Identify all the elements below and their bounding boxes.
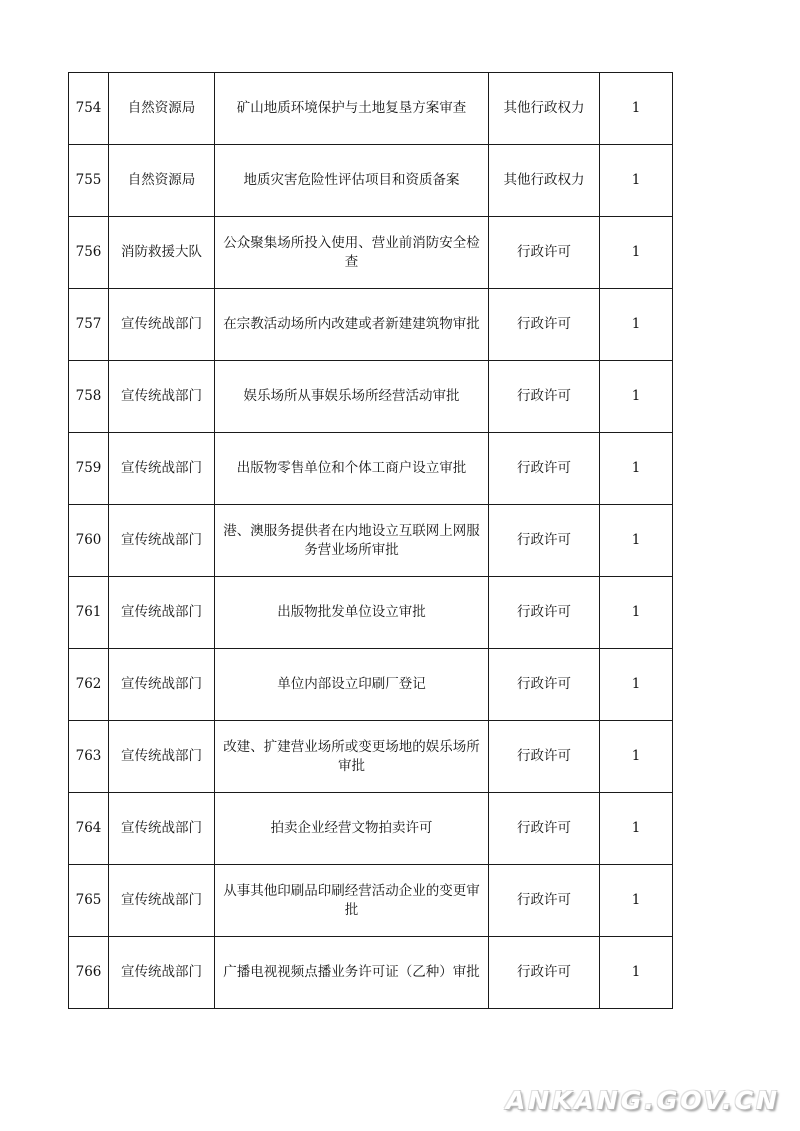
cell-power-type: 行政许可 bbox=[489, 649, 600, 721]
cell-department: 宣传统战部门 bbox=[109, 937, 215, 1009]
cell-number: 759 bbox=[69, 433, 109, 505]
table-row bbox=[69, 433, 673, 505]
table-row bbox=[69, 217, 673, 289]
cell-count: 1 bbox=[600, 505, 673, 577]
cell-count: 1 bbox=[600, 289, 673, 361]
cell-department: 宣传统战部门 bbox=[109, 649, 215, 721]
cell-count: 1 bbox=[600, 865, 673, 937]
table-row bbox=[69, 289, 673, 361]
cell-matter-name: 港、澳服务提供者在内地设立互联网上网服务营业场所审批 bbox=[215, 505, 489, 577]
cell-number: 754 bbox=[69, 73, 109, 145]
cell-matter-name: 出版物批发单位设立审批 bbox=[215, 577, 489, 649]
cell-power-type: 行政许可 bbox=[489, 721, 600, 793]
cell-matter-name: 地质灾害危险性评估项目和资质备案 bbox=[215, 145, 489, 217]
cell-power-type: 行政许可 bbox=[489, 217, 600, 289]
cell-count: 1 bbox=[600, 145, 673, 217]
cell-department: 消防救援大队 bbox=[109, 217, 215, 289]
cell-number: 766 bbox=[69, 937, 109, 1009]
cell-number: 762 bbox=[69, 649, 109, 721]
cell-power-type: 行政许可 bbox=[489, 361, 600, 433]
cell-number: 757 bbox=[69, 289, 109, 361]
cell-power-type: 行政许可 bbox=[489, 433, 600, 505]
cell-department: 宣传统战部门 bbox=[109, 793, 215, 865]
cell-count: 1 bbox=[600, 649, 673, 721]
table-row bbox=[69, 937, 673, 1009]
cell-matter-name: 改建、扩建营业场所或变更场地的娱乐场所审批 bbox=[215, 721, 489, 793]
cell-matter-name: 拍卖企业经营文物拍卖许可 bbox=[215, 793, 489, 865]
cell-department: 宣传统战部门 bbox=[109, 505, 215, 577]
table-row bbox=[69, 361, 673, 433]
cell-count: 1 bbox=[600, 793, 673, 865]
table-row bbox=[69, 577, 673, 649]
site-watermark: ANKANG.GOV.CN bbox=[505, 1086, 780, 1115]
cell-department: 自然资源局 bbox=[109, 73, 215, 145]
cell-count: 1 bbox=[600, 361, 673, 433]
power-list-table-container bbox=[68, 72, 672, 1009]
cell-matter-name: 从事其他印刷品印刷经营活动企业的变更审批 bbox=[215, 865, 489, 937]
table-body bbox=[69, 73, 673, 1009]
cell-matter-name: 单位内部设立印刷厂登记 bbox=[215, 649, 489, 721]
cell-matter-name: 出版物零售单位和个体工商户设立审批 bbox=[215, 433, 489, 505]
cell-number: 761 bbox=[69, 577, 109, 649]
cell-power-type: 行政许可 bbox=[489, 865, 600, 937]
cell-number: 760 bbox=[69, 505, 109, 577]
cell-number: 765 bbox=[69, 865, 109, 937]
cell-department: 自然资源局 bbox=[109, 145, 215, 217]
cell-number: 755 bbox=[69, 145, 109, 217]
table-row bbox=[69, 73, 673, 145]
cell-number: 763 bbox=[69, 721, 109, 793]
cell-count: 1 bbox=[600, 937, 673, 1009]
cell-department: 宣传统战部门 bbox=[109, 361, 215, 433]
cell-matter-name: 在宗教活动场所内改建或者新建建筑物审批 bbox=[215, 289, 489, 361]
table-row bbox=[69, 649, 673, 721]
cell-department: 宣传统战部门 bbox=[109, 865, 215, 937]
cell-department: 宣传统战部门 bbox=[109, 577, 215, 649]
cell-power-type: 行政许可 bbox=[489, 289, 600, 361]
power-list-table bbox=[68, 72, 673, 1009]
cell-power-type: 行政许可 bbox=[489, 505, 600, 577]
cell-number: 764 bbox=[69, 793, 109, 865]
table-row bbox=[69, 865, 673, 937]
cell-count: 1 bbox=[600, 73, 673, 145]
table-row bbox=[69, 505, 673, 577]
cell-matter-name: 娱乐场所从事娱乐场所经营活动审批 bbox=[215, 361, 489, 433]
cell-department: 宣传统战部门 bbox=[109, 433, 215, 505]
cell-count: 1 bbox=[600, 217, 673, 289]
cell-matter-name: 公众聚集场所投入使用、营业前消防安全检查 bbox=[215, 217, 489, 289]
cell-count: 1 bbox=[600, 721, 673, 793]
cell-count: 1 bbox=[600, 433, 673, 505]
table-row bbox=[69, 793, 673, 865]
cell-power-type: 行政许可 bbox=[489, 937, 600, 1009]
table-row bbox=[69, 145, 673, 217]
cell-count: 1 bbox=[600, 577, 673, 649]
cell-power-type: 其他行政权力 bbox=[489, 73, 600, 145]
cell-department: 宣传统战部门 bbox=[109, 289, 215, 361]
cell-matter-name: 广播电视视频点播业务许可证（乙种）审批 bbox=[215, 937, 489, 1009]
cell-power-type: 行政许可 bbox=[489, 793, 600, 865]
cell-number: 758 bbox=[69, 361, 109, 433]
cell-power-type: 其他行政权力 bbox=[489, 145, 600, 217]
cell-matter-name: 矿山地质环境保护与土地复垦方案审查 bbox=[215, 73, 489, 145]
table-row bbox=[69, 721, 673, 793]
cell-power-type: 行政许可 bbox=[489, 577, 600, 649]
cell-number: 756 bbox=[69, 217, 109, 289]
cell-department: 宣传统战部门 bbox=[109, 721, 215, 793]
